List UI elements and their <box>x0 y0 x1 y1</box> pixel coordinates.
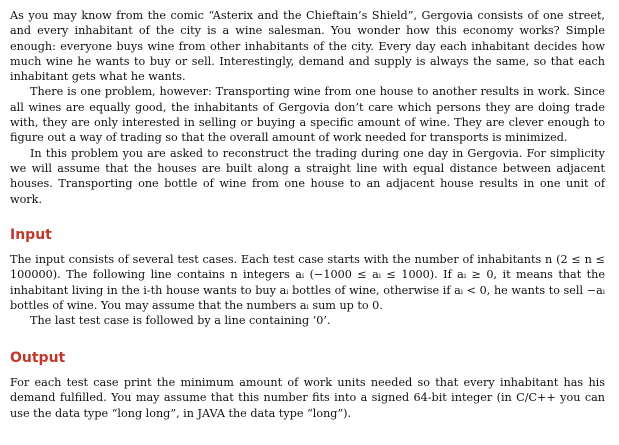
intro-paragraph-3: In this problem you are asked to reconstruct the trading during one day in Gergovia. For simplicity we will assume that the houses are built along a straight line with equal distance between adjacent houses. Transporting one bottle of wine from one house to an adjacent house results in one unit of work. <box>10 146 605 206</box>
input-heading: Input <box>10 226 52 243</box>
input-paragraph-1: The input consists of several test cases. Each test case starts with the number of inhabitants n (2 ≤ n ≤ 100000). The following line contains n integers aᵢ (−1000 ≤ aᵢ ≤ 1000). If aᵢ ≥ 0, it means that the inhabitant living in the i-th house wants to buy aᵢ bottles of wine, otherwise if aᵢ < 0, he wants to sell −aᵢ bottles of wine. You may assume that the numbers aᵢ sum up to 0. <box>10 253 605 313</box>
output-paragraph-1: For each test case print the minimum amount of work units needed so that every inhabitant has his demand fulfilled. You may assume that this number fits into a signed 64-bit integer (in C/C++ you can use the data type “long long”, in JAVA the data type “long”). <box>10 375 605 420</box>
output-heading: Output <box>10 349 66 366</box>
intro-paragraph-1: As you may know from the comic “Asterix and the Chieftain’s Shield”, Gergovia consists of one street, and every inhabitant of the city is a wine salesman. You wonder how this economy works? Simple enough: everyone buys wine from other inhabitants of the city. Every day each inhabitant decides how much wine he wants to buy or sell. Interestingly, demand and supply is always the same, so that each inhabitant gets what he wants. <box>10 9 605 84</box>
input-paragraph-2: The last test case is followed by a line containing ‘0’. <box>30 314 331 328</box>
intro-paragraph-2: There is one problem, however: Transporting wine from one house to another results in work. Since all wines are equally good, the inhabitants of Gergovia don’t care which persons they are doing trade with, they are only interested in selling or buying a specific amount of wine. They are clever enough to figure out a way of trading so that the overall amount of work needed for transports is minimized. <box>10 85 605 145</box>
